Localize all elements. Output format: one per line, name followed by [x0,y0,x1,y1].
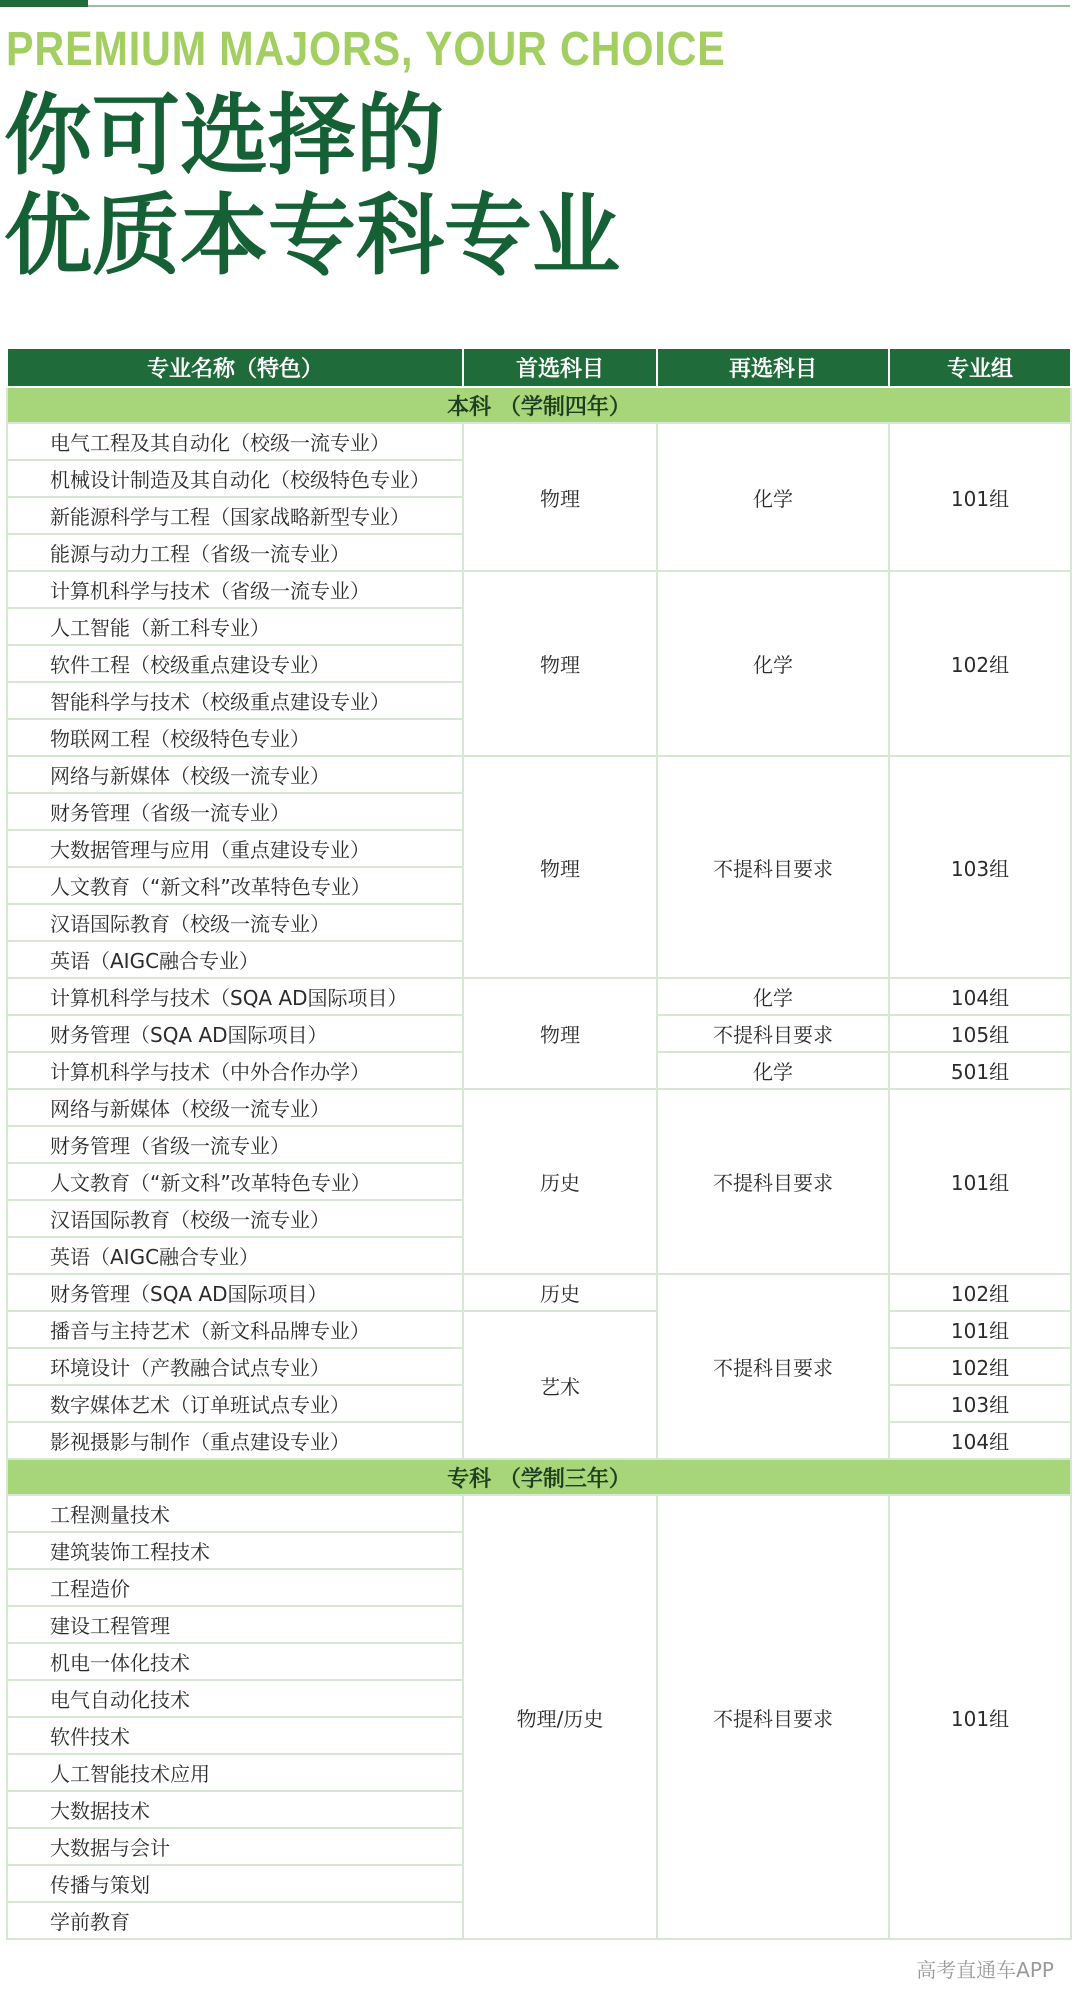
eyebrow-heading: PREMIUM MAJORS, YOUR CHOICE [6,23,726,76]
table-row [7,571,1071,608]
first-subject-cell: 历史 [463,1089,657,1274]
major-name-cell: 软件工程（校级重点建设专业） [7,645,463,682]
table-row [7,1089,1071,1126]
major-name-cell: 工程测量技术 [7,1495,463,1532]
table-header-row [7,349,1071,387]
header-major-name: 专业名称（特色） [7,349,463,387]
major-group-cell: 102组 [889,1274,1071,1311]
major-name-cell: 财务管理（SQA AD国际项目） [7,1274,463,1311]
major-name-cell: 计算机科学与技术（SQA AD国际项目） [7,978,463,1015]
second-subject-cell: 化学 [657,978,889,1015]
page-title-line-2: 优质本专科专业 [4,184,621,287]
table-row [7,1495,1071,1532]
major-name-cell: 新能源科学与工程（国家战略新型专业） [7,497,463,534]
major-name-cell: 环境设计（产教融合试点专业） [7,1348,463,1385]
header-second-subject: 再选科目 [657,349,889,387]
header-first-subject: 首选科目 [463,349,657,387]
major-name-cell: 人工智能技术应用 [7,1754,463,1791]
major-name-cell: 英语（AIGC融合专业） [7,941,463,978]
first-subject-cell: 物理 [463,571,657,756]
major-name-cell: 播音与主持艺术（新文科品牌专业） [7,1311,463,1348]
section-row [7,1459,1071,1495]
first-subject-cell: 物理/历史 [463,1495,657,1939]
major-name-cell: 人工智能（新工科专业） [7,608,463,645]
major-name-cell: 计算机科学与技术（中外合作办学） [7,1052,463,1089]
major-name-cell: 财务管理（SQA AD国际项目） [7,1015,463,1052]
second-subject-cell: 化学 [657,423,889,571]
major-name-cell: 智能科学与技术（校级重点建设专业） [7,682,463,719]
major-name-cell: 人文教育（“新文科”改革特色专业） [7,1163,463,1200]
table-body [7,387,1071,1939]
major-name-cell: 英语（AIGC融合专业） [7,1237,463,1274]
major-name-cell: 大数据与会计 [7,1828,463,1865]
major-name-cell: 学前教育 [7,1902,463,1939]
major-name-cell: 建设工程管理 [7,1606,463,1643]
major-group-cell: 104组 [889,1422,1071,1459]
major-name-cell: 机械设计制造及其自动化（校级特色专业） [7,460,463,497]
major-name-cell: 软件技术 [7,1717,463,1754]
major-name-cell: 汉语国际教育（校级一流专业） [7,1200,463,1237]
page-title-line-1: 你可选择的 [4,84,445,187]
major-group-cell: 103组 [889,756,1071,978]
second-subject-cell: 不提科目要求 [657,1495,889,1939]
section-row [7,387,1071,423]
major-group-cell: 101组 [889,1089,1071,1274]
major-group-cell: 501组 [889,1052,1071,1089]
major-name-cell: 电气自动化技术 [7,1680,463,1717]
first-subject-cell: 物理 [463,978,657,1089]
second-subject-cell: 不提科目要求 [657,1015,889,1052]
major-name-cell: 物联网工程（校级特色专业） [7,719,463,756]
major-name-cell: 大数据技术 [7,1791,463,1828]
major-group-cell: 101组 [889,423,1071,571]
second-subject-cell: 化学 [657,1052,889,1089]
major-name-cell: 人文教育（“新文科”改革特色专业） [7,867,463,904]
major-name-cell: 传播与策划 [7,1865,463,1902]
major-name-cell: 影视摄影与制作（重点建设专业） [7,1422,463,1459]
major-name-cell: 能源与动力工程（省级一流专业） [7,534,463,571]
watermark: 高考直通车APP [916,1958,1054,1982]
major-name-cell: 电气工程及其自动化（校级一流专业） [7,423,463,460]
second-subject-cell: 不提科目要求 [657,1274,889,1459]
header-major-group: 专业组 [889,349,1071,387]
major-group-cell: 103组 [889,1385,1071,1422]
second-subject-cell: 不提科目要求 [657,1089,889,1274]
major-name-cell: 汉语国际教育（校级一流专业） [7,904,463,941]
first-subject-cell: 物理 [463,756,657,978]
section-label: 本科 （学制四年） [7,387,1071,423]
table-row [7,756,1071,793]
major-name-cell: 建筑装饰工程技术 [7,1532,463,1569]
major-name-cell: 财务管理（省级一流专业） [7,1126,463,1163]
major-group-cell: 101组 [889,1495,1071,1939]
major-name-cell: 大数据管理与应用（重点建设专业） [7,830,463,867]
major-group-cell: 102组 [889,571,1071,756]
major-name-cell: 机电一体化技术 [7,1643,463,1680]
second-subject-cell: 化学 [657,571,889,756]
table-row [7,1274,1071,1311]
table-row [7,1311,1071,1348]
major-name-cell: 网络与新媒体（校级一流专业） [7,756,463,793]
major-group-cell: 105组 [889,1015,1071,1052]
first-subject-cell: 艺术 [463,1311,657,1459]
major-name-cell: 工程造价 [7,1569,463,1606]
first-subject-cell: 物理 [463,423,657,571]
major-name-cell: 计算机科学与技术（省级一流专业） [7,571,463,608]
major-group-cell: 104组 [889,978,1071,1015]
major-name-cell: 财务管理（省级一流专业） [7,793,463,830]
top-accent-bar [0,0,88,7]
top-rule-line [88,5,1070,7]
second-subject-cell: 不提科目要求 [657,756,889,978]
major-group-cell: 101组 [889,1311,1071,1348]
first-subject-cell: 历史 [463,1274,657,1311]
table-row [7,423,1071,460]
table-row [7,978,1071,1015]
major-name-cell: 网络与新媒体（校级一流专业） [7,1089,463,1126]
majors-table [6,349,1072,1940]
section-label: 专科 （学制三年） [7,1459,1071,1495]
major-name-cell: 数字媒体艺术（订单班试点专业） [7,1385,463,1422]
major-group-cell: 102组 [889,1348,1071,1385]
